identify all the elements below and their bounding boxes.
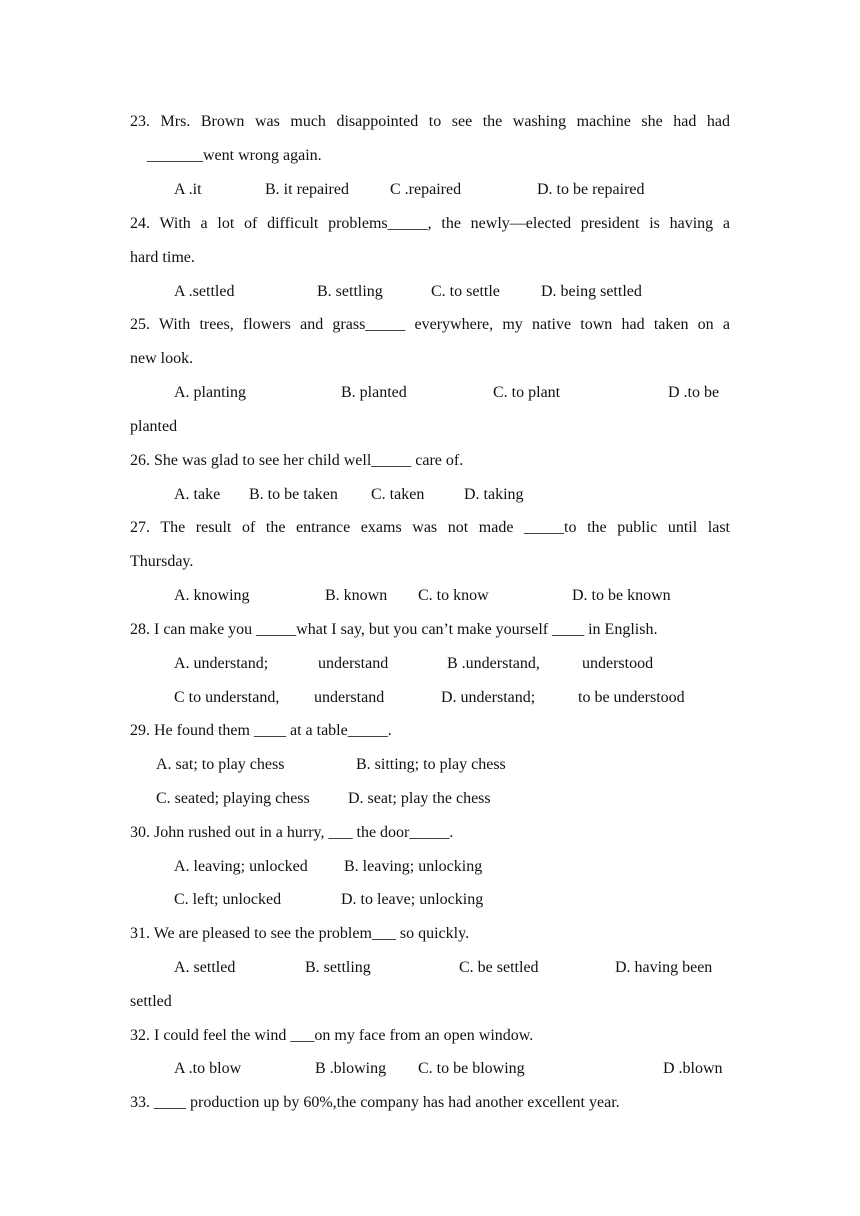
question-29-option-c: C. seated; playing chess	[156, 790, 310, 807]
question-29-option-b: B. sitting; to play chess	[356, 756, 506, 773]
question-29-stem-line-1: 29. He found them ____ at a table_____.	[130, 722, 392, 739]
question-29-option-a: A. sat; to play chess	[156, 756, 285, 773]
question-23-option-d: D. to be repaired	[537, 181, 645, 198]
question-27-option-b: B. known	[325, 587, 388, 604]
question-25-stem-line-1: 25. With trees, flowers and grass_____ everywhere, my native town had taken on a	[130, 316, 730, 333]
question-25-option-c: C. to plant	[493, 384, 561, 401]
question-28-stem-line-1: 28. I can make you _____what I say, but you can’t make yourself ____ in English.	[130, 621, 658, 638]
question-25-option-a: A. planting	[174, 384, 246, 401]
question-31-option-d: D. having been	[615, 959, 713, 976]
question-28-option-a-second: understand	[318, 655, 389, 672]
question-30-stem-line-1: 30. John rushed out in a hurry, ___ the door_____.	[130, 824, 454, 841]
question-26-option-b: B. to be taken	[249, 486, 338, 503]
question-31-option-b: B. settling	[305, 959, 371, 976]
question-30-option-b: B. leaving; unlocking	[344, 858, 483, 875]
question-28-option-c-first: C to understand,	[174, 689, 280, 706]
question-23-stem-line-2: _______went wrong again.	[147, 147, 322, 164]
question-24-option-d: D. being settled	[541, 283, 642, 300]
question-24-stem-line-2: hard time.	[130, 249, 195, 266]
question-26-option-d: D. taking	[464, 486, 524, 503]
question-28-option-d-first: D. understand;	[441, 689, 536, 706]
question-25-option-d: D .to be	[668, 384, 720, 401]
question-25-option-d-continued: planted	[130, 418, 178, 435]
question-27-option-c: C. to know	[418, 587, 489, 604]
question-24-option-a: A .settled	[174, 283, 235, 300]
question-30-option-a: A. leaving; unlocked	[174, 858, 308, 875]
question-31-option-a: A. settled	[174, 959, 236, 976]
question-33-stem-line-1: 33. ____ production up by 60%,the company has had another excellent year.	[130, 1094, 620, 1111]
question-24-option-b: B. settling	[317, 283, 383, 300]
question-31-stem-line-1: 31. We are pleased to see the problem___ so quickly.	[130, 925, 470, 942]
question-32-option-c: C. to be blowing	[418, 1060, 525, 1077]
question-23-option-b: B. it repaired	[265, 181, 349, 198]
question-32-option-a: A .to blow	[174, 1060, 242, 1077]
question-26-stem-line-1: 26. She was glad to see her child well_____ care of.	[130, 452, 464, 469]
question-32-option-d: D .blown	[663, 1060, 723, 1077]
question-32-stem-line-1: 32. I could feel the wind ___on my face from an open window.	[130, 1027, 534, 1044]
question-32-option-b: B .blowing	[315, 1060, 387, 1077]
question-30-option-d: D. to leave; unlocking	[341, 891, 484, 908]
question-28-option-d-second: to be understood	[578, 689, 685, 706]
question-25-stem-line-2: new look.	[130, 350, 194, 367]
question-27-option-d: D. to be known	[572, 587, 671, 604]
question-26-option-a: A. take	[174, 486, 221, 503]
question-24-option-c: C. to settle	[431, 283, 500, 300]
question-28-option-a-first: A. understand;	[174, 655, 269, 672]
question-31-option-c: C. be settled	[459, 959, 539, 976]
question-30-option-c: C. left; unlocked	[174, 891, 282, 908]
question-28-option-b-second: understood	[582, 655, 654, 672]
question-27-stem-line-1: 27. The result of the entrance exams was not made _____to the public until last	[130, 519, 730, 536]
question-26-option-c: C. taken	[371, 486, 425, 503]
question-31-option-d-continued: settled	[130, 993, 172, 1010]
question-23-option-a: A .it	[174, 181, 202, 198]
question-23-stem-line-1: 23. Mrs. Brown was much disappointed to see the washing machine she had had	[130, 113, 730, 130]
question-29-option-d: D. seat; play the chess	[348, 790, 491, 807]
question-25-option-b: B. planted	[341, 384, 407, 401]
question-24-stem-line-1: 24. With a lot of difficult problems_____, the newly—elected president is having a	[130, 215, 730, 232]
question-28-option-c-second: understand	[314, 689, 385, 706]
question-23-option-c: C .repaired	[390, 181, 462, 198]
question-27-stem-line-2: Thursday.	[130, 553, 194, 570]
question-28-option-b-first: B .understand,	[447, 655, 540, 672]
question-27-option-a: A. knowing	[174, 587, 250, 604]
